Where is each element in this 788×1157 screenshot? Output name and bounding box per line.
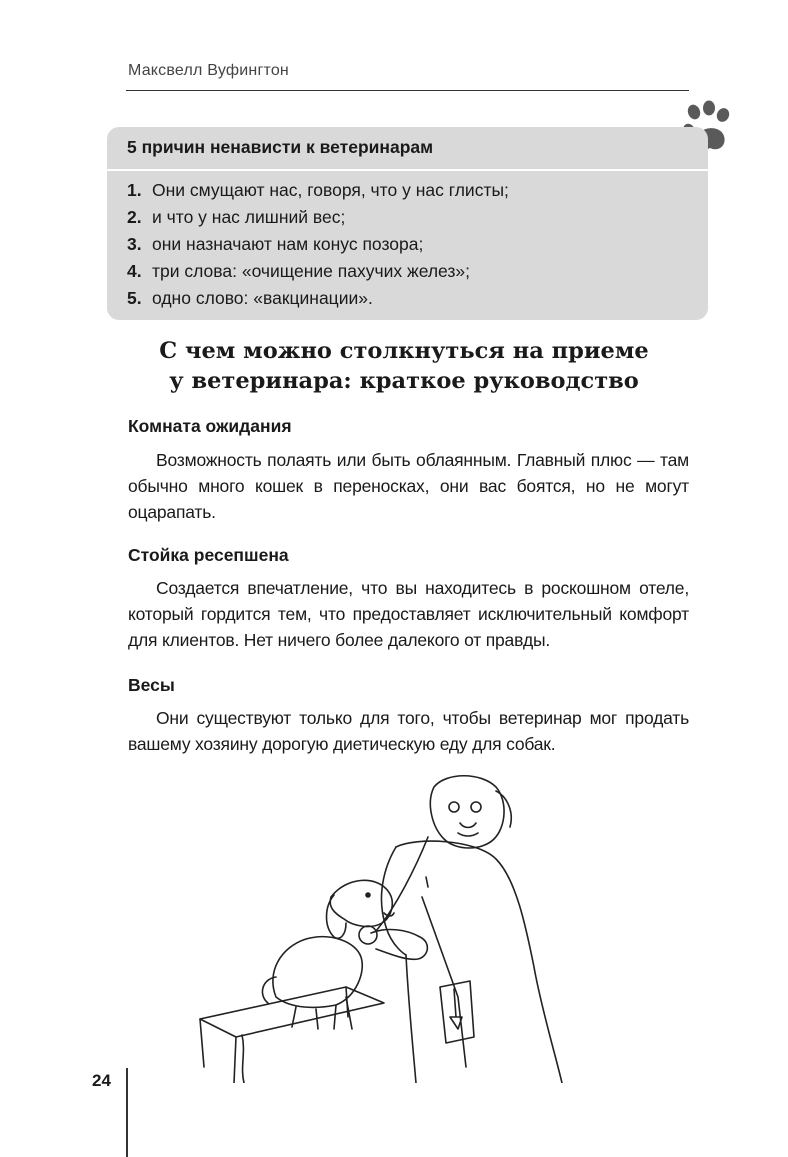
list-item-number: 2. — [127, 207, 142, 227]
list-item-text: Они смущают нас, говоря, что у нас глисты; — [152, 180, 509, 200]
list-item-text: они назначают нам конус позора; — [152, 234, 424, 254]
page-number-rule — [126, 1068, 128, 1157]
paragraph-scales: Они существуют только для того, чтобы ветеринар мог продать вашему хозяину дорогую диетическую еду для собак. — [128, 708, 689, 754]
sidebar-box — [107, 127, 708, 320]
subsection-heading-scales: Весы — [128, 675, 175, 695]
list-item — [127, 231, 509, 258]
page-number: 24 — [92, 1071, 111, 1090]
sidebar-divider — [107, 169, 708, 171]
list-item-number: 5. — [127, 288, 142, 308]
sidebar-title: 5 причин ненависти к ветеринарам — [127, 137, 434, 157]
reasons-list — [127, 177, 509, 312]
list-item — [127, 204, 509, 231]
paragraph-reception: Создается впечатление, что вы находитесь в роскошном отеле, который гордится тем, что предоставляет исключительный комфорт для клиентов. Нет ничего более далекого от правды. — [128, 578, 689, 650]
subsection-heading-reception: Стойка ресепшена — [128, 545, 289, 565]
list-item-text: и что у нас лишний вес; — [152, 207, 346, 227]
section-title — [100, 336, 708, 396]
list-item — [127, 258, 509, 285]
section-title-line-1: С чем можно столкнуться на приеме — [159, 338, 649, 364]
section-title-line-2: у ветеринара: краткое руководство — [169, 368, 639, 394]
vet-and-dog-illustration — [196, 767, 576, 1083]
list-item-text: три слова: «очищение пахучих желез»; — [152, 261, 471, 281]
subsection-heading-waiting-room: Комната ожидания — [128, 416, 292, 436]
list-item-number: 3. — [127, 234, 142, 254]
list-item — [127, 177, 509, 204]
list-item-number: 4. — [127, 261, 142, 281]
list-item-number: 1. — [127, 180, 142, 200]
list-item — [127, 285, 509, 312]
list-item-text: одно слово: «вакцинации». — [152, 288, 373, 308]
paragraph-waiting-room: Возможность полаять или быть облаянным. Главный плюс — там обычно много кошек в переносках, они вас боятся, но не могут оцарапать. — [128, 450, 689, 522]
header-rule — [126, 90, 689, 91]
running-header-author: Максвелл Вуфингтон — [128, 62, 289, 79]
